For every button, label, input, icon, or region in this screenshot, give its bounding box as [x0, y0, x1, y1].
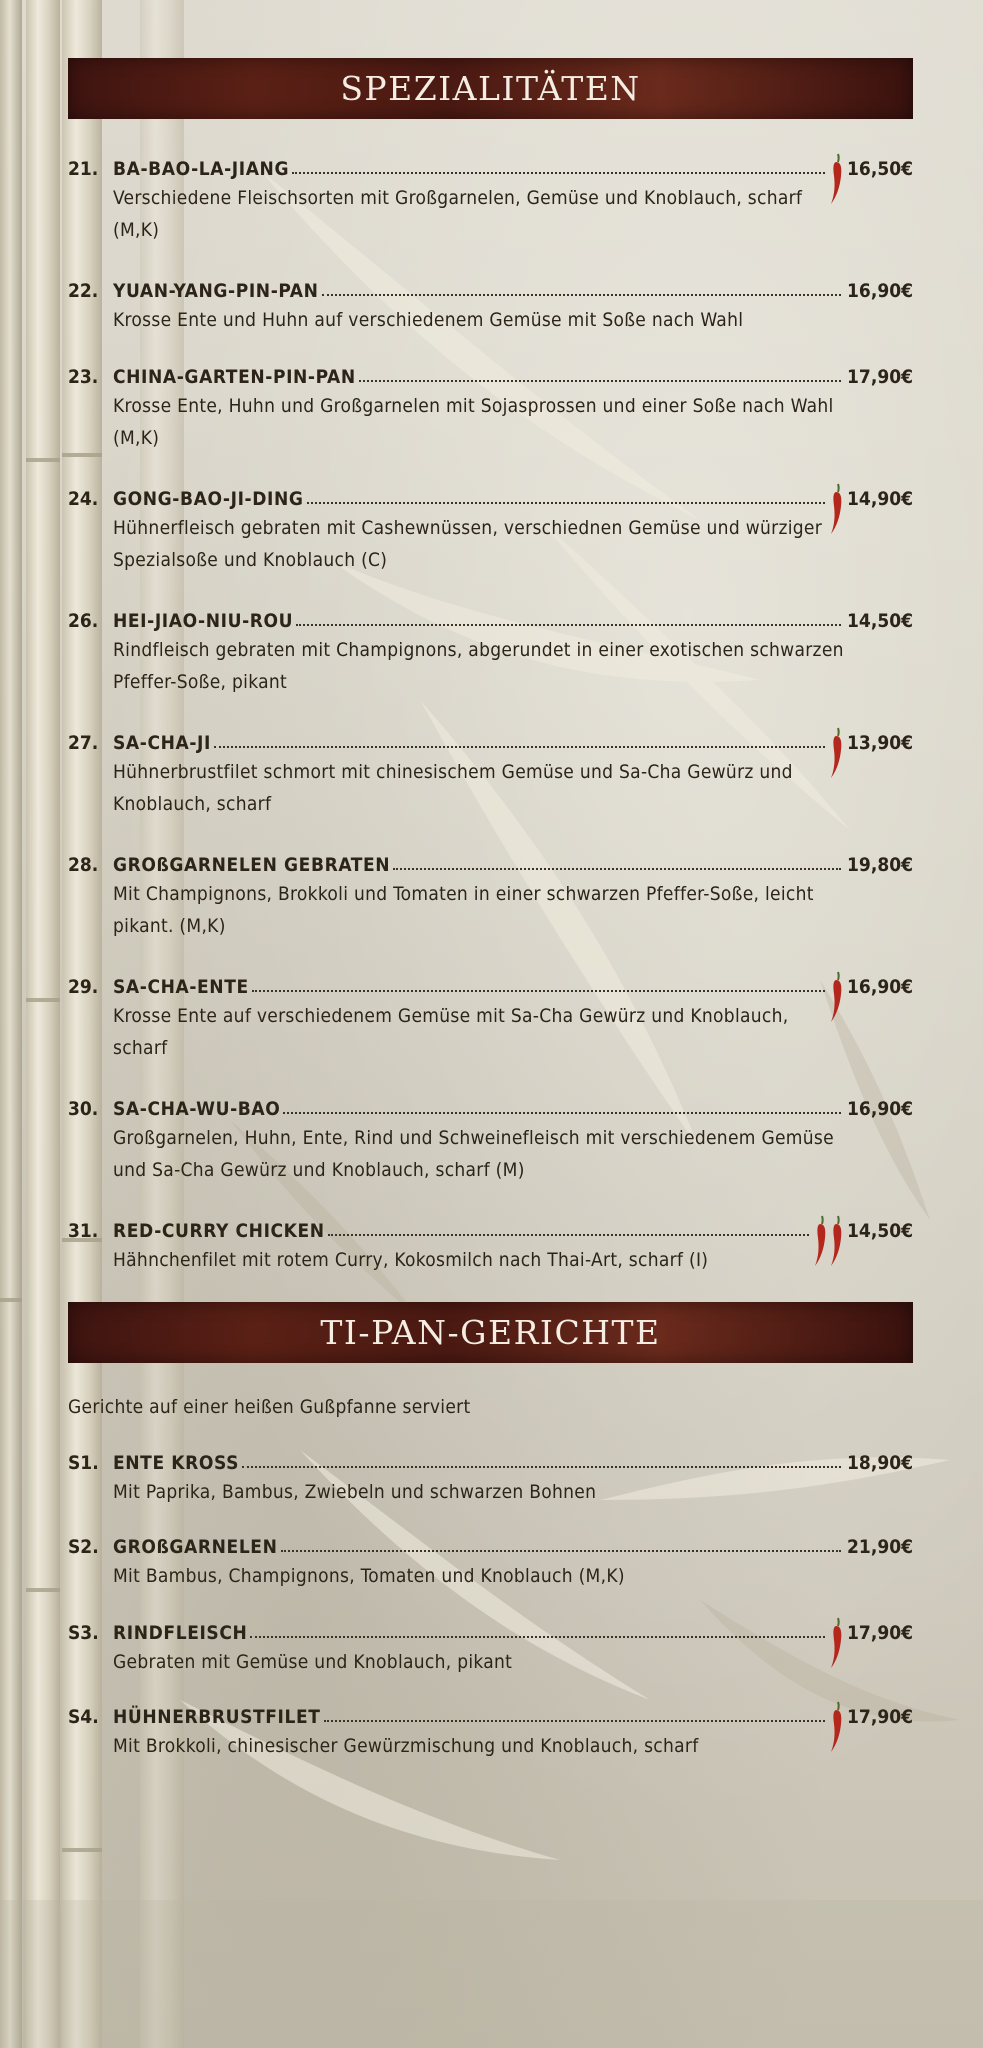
menu-item [68, 968, 913, 1064]
item-number: S1. [68, 1452, 99, 1474]
item-description: Hühnerfleisch gebraten mit Cashewnüssen, verschiednen Gemüse und würziger Spezialsoße und Knoblauch (C) [113, 517, 823, 571]
item-name: RED-CURRY CHICKEN [113, 1220, 325, 1242]
chili-icon [829, 1700, 845, 1756]
chili-icons [829, 724, 845, 754]
section-subtitle: Gerichte auf einer heißen Gußpfanne serviert [68, 1396, 471, 1418]
item-description: Krosse Ente, Huhn und Großgarnelen mit Sojasprossen und einer Soße nach Wahl (M,K) [113, 395, 834, 449]
item-name: BA-BAO-LA-JIANG [113, 158, 290, 180]
item-name: GROßGARNELEN [113, 1536, 278, 1558]
item-number: 22. [68, 280, 99, 302]
item-description: Hühnerbrustfilet schmort mit chinesischem Gemüse und Sa-Cha Gewürz und Knoblauch, scharf [113, 761, 793, 815]
item-number: 31. [68, 1220, 99, 1242]
item-description: Mit Champignons, Brokkoli und Tomaten in einer schwarzen Pfeffer-Soße, leicht pikant. (M,K) [113, 883, 814, 937]
dot-leader [242, 1466, 841, 1468]
menu-item [68, 846, 913, 942]
item-number: S2. [68, 1536, 99, 1558]
section-title: TI-PAN-GERICHTE [320, 1313, 661, 1352]
item-description: Hähnchenfilet mit rotem Curry, Kokosmilch nach Thai-Art, scharf (I) [113, 1249, 709, 1271]
item-description: Krosse Ente und Huhn auf verschiedenem Gemüse mit Soße nach Wahl [113, 309, 744, 331]
item-name: SA-CHA-ENTE [113, 976, 249, 998]
item-name: YUAN-YANG-PIN-PAN [113, 280, 319, 302]
menu-item [68, 480, 913, 576]
menu-item [68, 272, 913, 336]
item-price: 16,90€ [847, 1098, 913, 1120]
dot-leader [214, 746, 825, 748]
item-price: 18,90€ [847, 1452, 913, 1474]
item-price: 17,90€ [847, 1622, 913, 1644]
dot-leader [324, 1720, 825, 1722]
item-price: 17,90€ [847, 366, 913, 388]
item-price: 16,50€ [847, 158, 913, 180]
dot-leader [296, 624, 841, 626]
item-name: GONG-BAO-JI-DING [113, 488, 304, 510]
item-number: 27. [68, 732, 99, 754]
chili-icons [829, 968, 845, 998]
item-name: SA-CHA-WU-BAO [113, 1098, 281, 1120]
dot-leader [307, 502, 826, 504]
item-name: GROßGARNELEN GEBRATEN [113, 854, 391, 876]
item-price: 16,90€ [847, 976, 913, 998]
item-number: S3. [68, 1622, 99, 1644]
item-name: SA-CHA-JI [113, 732, 211, 754]
section-banner-ti-pan [68, 1302, 913, 1363]
chili-icon [829, 726, 845, 782]
dot-leader [322, 294, 842, 296]
item-name: HEI-JIAO-NIU-ROU [113, 610, 294, 632]
item-number: S4. [68, 1706, 99, 1728]
menu-item [68, 1444, 913, 1508]
menu-item [68, 1212, 913, 1276]
dot-leader [250, 1636, 825, 1638]
item-price: 14,50€ [847, 610, 913, 632]
menu-item [68, 1528, 913, 1592]
chili-icons [829, 480, 845, 510]
dot-leader [252, 990, 825, 992]
dot-leader [283, 1112, 841, 1114]
item-description: Gebraten mit Gemüse und Knoblauch, pikant [113, 1651, 513, 1673]
chili-icon [829, 1214, 845, 1270]
chili-icons [829, 1614, 845, 1644]
menu-item [68, 724, 913, 820]
section-banner-spezialitaeten [68, 58, 913, 119]
item-price: 16,90€ [847, 280, 913, 302]
dot-leader [328, 1234, 809, 1236]
menu-item [68, 1698, 913, 1762]
item-name: HÜHNERBRUSTFILET [113, 1706, 321, 1728]
chili-icon [829, 970, 845, 1026]
item-price: 14,90€ [847, 488, 913, 510]
menu-item [68, 358, 913, 454]
item-name: RINDFLEISCH [113, 1622, 248, 1644]
item-number: 28. [68, 854, 99, 876]
chili-icons [813, 1212, 845, 1242]
item-description: Mit Brokkoli, chinesischer Gewürzmischung und Knoblauch, scharf [113, 1735, 699, 1757]
item-name: CHINA-GARTEN-PIN-PAN [113, 366, 356, 388]
menu-item [68, 1614, 913, 1678]
item-number: 21. [68, 158, 99, 180]
chili-icons [829, 1698, 845, 1728]
item-price: 21,90€ [847, 1536, 913, 1558]
item-description: Krosse Ente auf verschiedenem Gemüse mit Sa-Cha Gewürz und Knoblauch, scharf [113, 1005, 789, 1059]
chili-icon [829, 482, 845, 538]
dot-leader [292, 172, 825, 174]
menu-item [68, 602, 913, 698]
chili-icons [829, 150, 845, 180]
item-number: 29. [68, 976, 99, 998]
chili-icon [829, 1616, 845, 1672]
item-number: 30. [68, 1098, 99, 1120]
item-name: ENTE KROSS [113, 1452, 239, 1474]
item-description: Verschiedene Fleischsorten mit Großgarnelen, Gemüse und Knoblauch, scharf (M,K) [113, 187, 803, 241]
menu-item [68, 1090, 913, 1186]
dot-leader [359, 380, 841, 382]
item-number: 24. [68, 488, 99, 510]
dot-leader [393, 868, 841, 870]
dot-leader [281, 1550, 842, 1552]
item-number: 26. [68, 610, 99, 632]
item-number: 23. [68, 366, 99, 388]
item-price: 13,90€ [847, 732, 913, 754]
item-price: 19,80€ [847, 854, 913, 876]
item-price: 17,90€ [847, 1706, 913, 1728]
menu-item [68, 150, 913, 246]
item-description: Rindfleisch gebraten mit Champignons, abgerundet in einer exotischen schwarzen Pfeffer-Soße, pikant [113, 639, 844, 693]
section-title: SPEZIALITÄTEN [340, 69, 641, 108]
item-description: Mit Bambus, Champignons, Tomaten und Knoblauch (M,K) [113, 1565, 625, 1587]
chili-icon [813, 1214, 829, 1270]
item-description: Mit Paprika, Bambus, Zwiebeln und schwarzen Bohnen [113, 1481, 597, 1503]
chili-icon [829, 152, 845, 208]
item-description: Großgarnelen, Huhn, Ente, Rind und Schweinefleisch mit verschiedenem Gemüse und Sa-Cha Gewürz und Knoblauch, scharf (M) [113, 1127, 834, 1181]
item-price: 14,50€ [847, 1220, 913, 1242]
